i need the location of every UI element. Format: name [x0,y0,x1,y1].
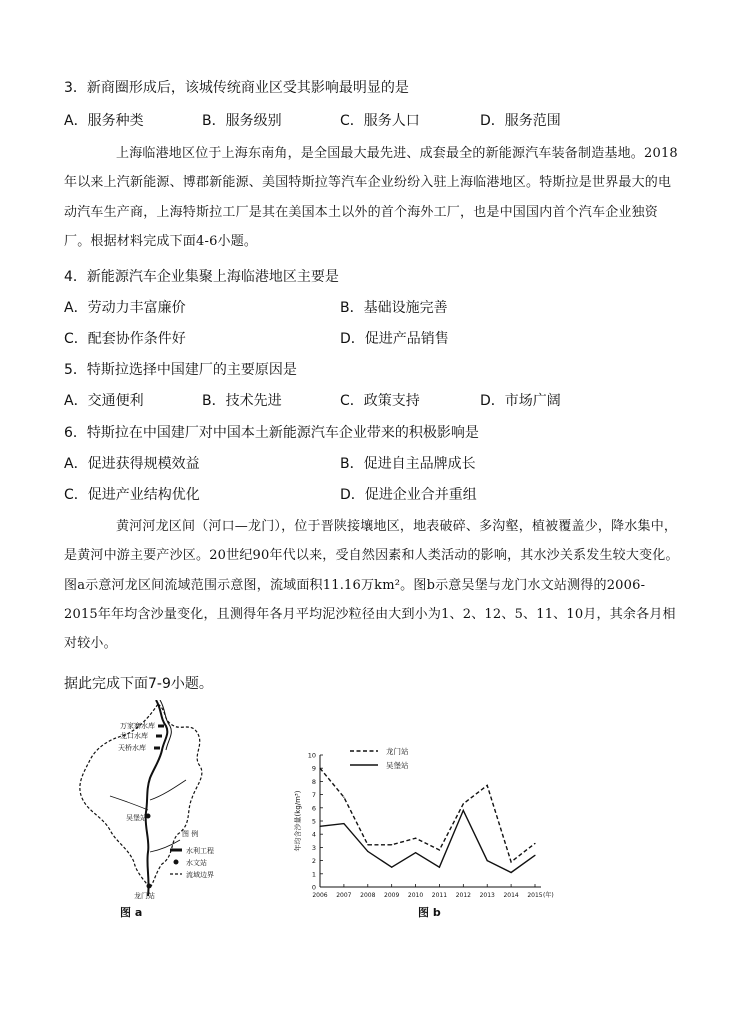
y-tick-label: 2 [311,857,316,866]
data-point [391,844,392,845]
q3-option-c: C．服务人口 [340,113,420,129]
series-line-2 [320,810,535,872]
x-tick-label: 2007 [336,892,352,899]
y-tick-label: 4 [311,830,316,839]
legend-station-label: 水文站 [186,859,207,867]
figure-a-caption: 图 a [120,906,143,919]
label-longmen: 龙门站 [134,892,155,900]
y-tick-label: 6 [311,804,316,813]
basin-map [70,700,250,900]
x-tick-label: 2008 [360,892,376,899]
x-tick-label: 2006 [312,892,328,899]
data-point [319,826,320,827]
figure-b-caption: 图 b [418,906,441,919]
data-point [487,860,488,861]
legend-title: 图 例 [182,830,199,838]
x-tick-label: 2011 [431,892,448,899]
y-tick-label: 7 [311,791,316,800]
x-tick-label: 2015 [527,892,543,899]
legend-label-1: 龙门站 [386,747,409,756]
data-point [463,810,464,811]
y-tick-label: 5 [311,817,316,826]
x-tick-label: 2010 [407,892,424,899]
passage-yellow-river-text: 黄河河龙区间（河口—龙门），位于晋陕接壤地区，地表破碎、多沟壑，植被覆盖少，降水集中，是黄河中游主要产沙区。20世纪90年代以来，受自然因素和人类活动的影响，其水沙关系发生较大变化。图a示意河龙区间流域范围示意图，流域面积11.16万km²。图b示意吴堡与龙门水文站测得的2006-2015年年均含沙量变化，且测得年各月平均泥沙粒径由大到小为1、2、12、5、11、10月，其余各月相对较小。 [64,519,679,652]
data-point [343,797,344,798]
q4-option-c: C．配套协作条件好 [64,331,186,347]
data-point [511,872,512,873]
x-tick-label: 2013 [479,892,495,899]
y-tick-label: 10 [307,751,316,760]
q5-option-a: A．交通便利 [64,393,144,409]
x-tick-label: 2014 [503,892,519,899]
passage-lingang [64,139,679,256]
y-tick-label: 8 [311,777,316,786]
data-point [415,838,416,839]
data-point [534,843,535,844]
legend-dam-label: 水利工程 [186,847,214,855]
sediment-chart [290,745,560,905]
label-longkou: 龙口水库 [120,732,148,740]
y-tick-label: 1 [311,870,316,879]
y-tick-label: 3 [311,843,316,852]
q5-option-c: C．政策支持 [340,393,420,409]
data-point [511,861,512,862]
x-unit-label: (年) [543,892,554,899]
q3-option-d: D．服务范围 [480,113,561,129]
legend-boundary-label: 流域边界 [186,871,214,879]
x-tick-label: 2009 [384,892,400,899]
y-tick-label: 0 [311,883,316,892]
q6-stem: 6．特斯拉在中国建厂对中国本土新能源汽车企业带来的积极影响是 [64,425,479,441]
basin-map-svg [70,700,250,900]
q6-option-d: D．促进企业合并重组 [340,487,477,503]
q4-option-a: A．劳动力丰富廉价 [64,300,186,316]
q4-option-b: B．基础设施完善 [340,300,448,316]
chart-legend [350,746,409,770]
passage-lingang-text: 上海临港地区位于上海东南角，是全国最大最先进、成套最全的新能源汽车装备制造基地。2018年以来上汽新能源、博郡新能源、美国特斯拉等汽车企业纷纷入驻上海临港地区。特斯拉是世界最大的电动汽车生产商，上海特斯拉工厂是其在美国本土以外的首个海外工厂，也是中国国内首个汽车企业独资厂。根据材料完成下面4-6小题。 [64,146,678,249]
q5-option-b: B．技术先进 [202,393,282,409]
label-wubu: 吴堡站 [126,814,147,822]
chart-series [319,768,535,873]
data-point [415,852,416,853]
sediment-chart-svg [290,745,560,905]
prompt-7-9: 据此完成下面7-9小题。 [64,676,213,692]
data-point [463,803,464,804]
data-point [367,844,368,845]
q4-stem: 4．新能源汽车企业集聚上海临港地区主要是 [64,269,339,285]
y-tick-label: 9 [311,764,316,773]
data-point [487,785,488,786]
label-tianqiao: 天桥水库 [118,744,146,752]
data-point [439,849,440,850]
legend-label-2: 吴堡站 [386,761,409,770]
data-point [391,867,392,868]
hydro-station-longmen [147,884,152,889]
q4-option-d: D．促进产品销售 [340,331,449,347]
y-axis-label: 年均含沙量(kg/m³) [294,790,302,852]
q6-option-b: B．促进自主品牌成长 [340,456,476,472]
legend-station-icon [174,860,179,865]
q3-option-b: B．服务级别 [202,113,282,129]
data-point [319,768,320,769]
passage-yellow-river [64,512,679,658]
label-wanjiazhai: 万家寨水库 [120,722,155,730]
x-tick-label: 2012 [455,892,471,899]
q3-option-a: A．服务种类 [64,113,144,129]
q3-stem: 3．新商圈形成后，该城传统商业区受其影响最明显的是 [64,80,409,96]
q5-stem: 5．特斯拉选择中国建厂的主要原因是 [64,362,297,378]
data-point [439,867,440,868]
q5-option-d: D．市场广阔 [480,393,561,409]
q6-option-a: A．促进获得规模效益 [64,456,200,472]
data-point [343,823,344,824]
q6-option-c: C．促进产业结构优化 [64,487,200,503]
data-point [367,851,368,852]
data-point [534,855,535,856]
series-line-1 [320,768,535,862]
